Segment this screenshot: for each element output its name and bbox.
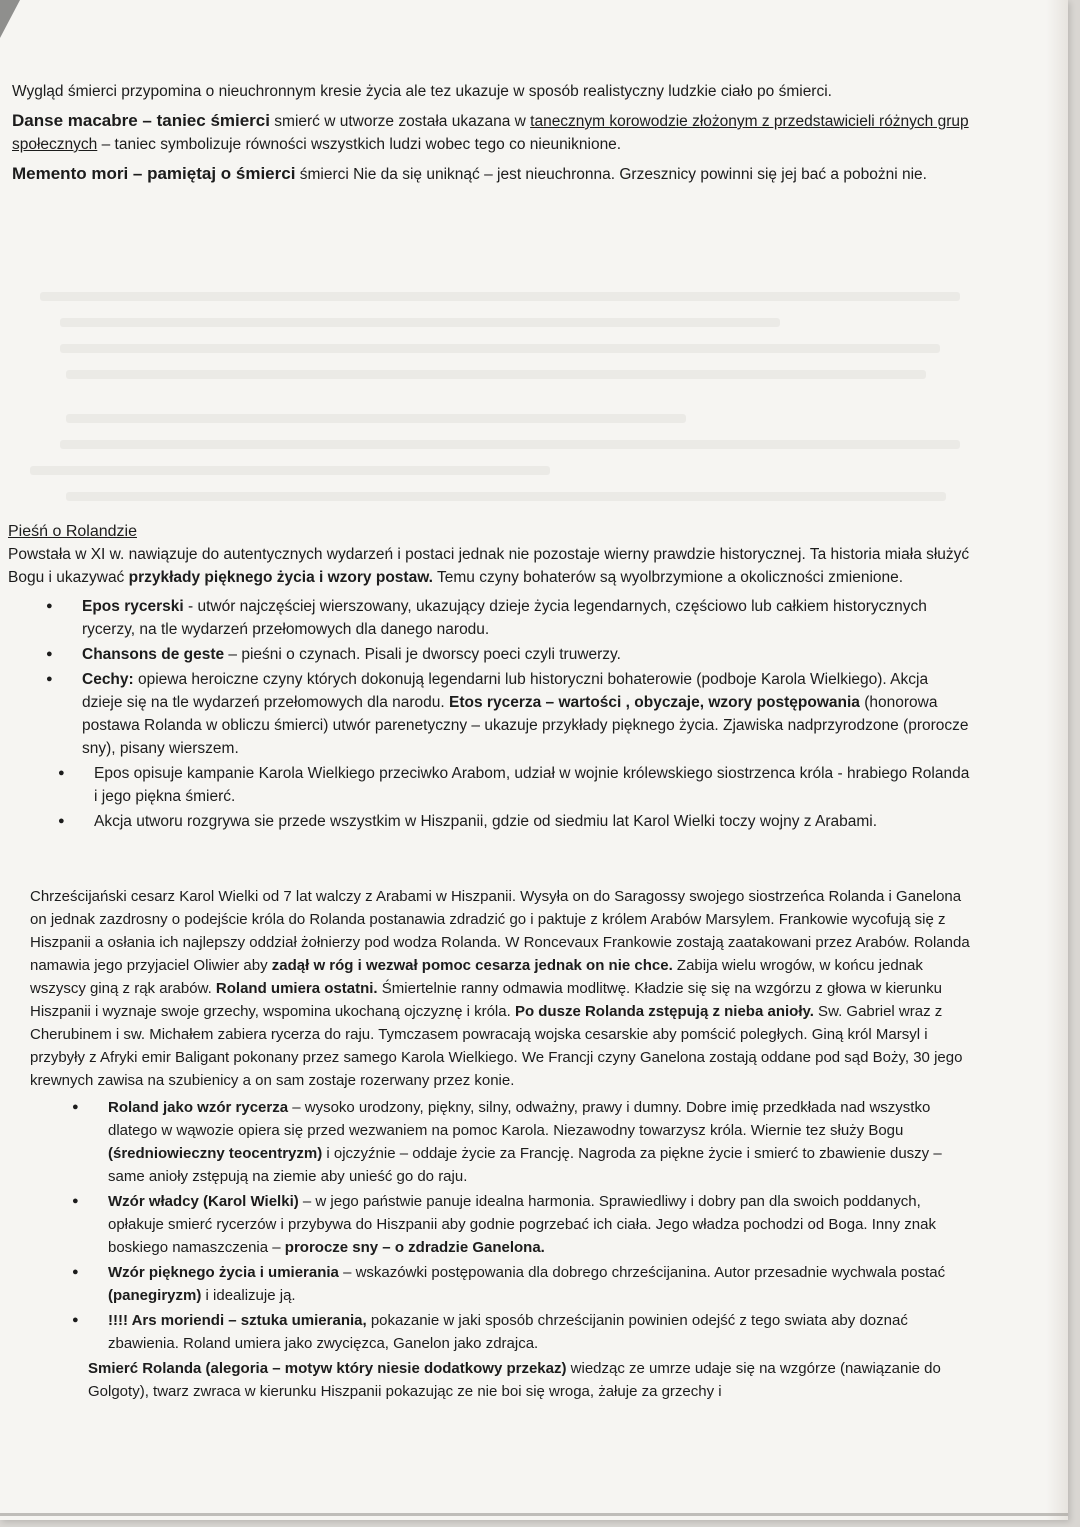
list-item <box>82 595 972 641</box>
item-term: Chansons de geste <box>82 646 225 663</box>
story-bold: zadął w róg i wezwał pomoc cesarza jednak on nie chce. <box>271 957 673 974</box>
bleed-through-line <box>66 492 946 501</box>
plot-list <box>8 762 974 833</box>
list-item <box>108 1096 980 1188</box>
list-item <box>108 1261 980 1307</box>
section-title: Pieśń o Rolandzie <box>8 523 137 540</box>
danse-underlined: tanecznym korowodzie złożonym z przedstawicieli różnych grup społecznych <box>12 113 969 153</box>
item-term2: Etos rycerza – wartości , obyczaje, wzory postępowania <box>449 694 860 711</box>
story-text: Chrześcijański cesarz Karol Wielki od 7 lat walczy z Arabami w Hiszpanii. Wysyła on do Saragossy swojego siostrzeńca Rolanda i Ganelona on jednak zazdrosny o podejście króla do Rolanda postanawia zdradzić go i paktuje z królem Arabów Marsylem. Frankowie wycofują się z Hiszpanii a osłania ich najlepszy oddział żołnierzy pod wodza Rolanda. W Roncevaux Frankowie zostają zaatakowani przez Arabów. Rolanda namawia jego przyjaciel Oliwier aby <box>30 888 970 974</box>
closing-paragraph <box>30 1357 980 1403</box>
item-term: Roland jako wzór rycerza <box>108 1099 289 1116</box>
bleed-through-line <box>60 318 780 327</box>
danse-term: Danse macabre – taniec śmierci <box>12 111 270 130</box>
bleed-through-line <box>30 466 550 475</box>
intro-text-c: Temu czyny bohaterów są wyolbrzymione a okoliczności zmienione. <box>432 569 904 586</box>
closing-bold: Smierć Rolanda (alegoria – motyw który niesie dodatkowy przekaz) <box>88 1360 567 1377</box>
bleed-through-line <box>66 370 926 379</box>
list-item <box>108 1309 980 1355</box>
list-item <box>108 1190 980 1259</box>
danse-text: smierć w utworze została ukazana w <box>269 113 531 130</box>
list-item: ● Akcja utworu rozgrywa sie przede wszystkim w Hiszpanii, gdzie od siedmiu lat Karol Wielki toczy wojny z Arabami. <box>94 810 974 833</box>
item-text: – wskazówki postępowania dla dobrego chrześcijanina. Autor przesadnie wychwala postać <box>338 1264 946 1281</box>
intro-block <box>12 80 992 192</box>
danse-macabre-paragraph <box>12 109 992 156</box>
item-text2: i idealizuje ją. <box>201 1287 296 1304</box>
item-text: – wysoko urodzony, piękny, silny, odważny, prawy i dumny. Dobre imię przedkłada nad wszystko dlatego w wąwozie opiera się przed wezwaniem na pomoc Karola. Niezawodny towarzysz króla. Wiernie tez służy Bogu <box>108 1099 931 1139</box>
item-text: pokazanie w jaki sposób chrześcijanin powinien odejść z tego swiata aby doznać zbawienia. Roland umiera jako zwycięzca, Ganelon jako zdrajca. <box>108 1312 908 1352</box>
story-bold: Po dusze Rolanda zstępują z nieba anioły. <box>514 1003 814 1020</box>
item-term: Wzór władcy (Karol Wielki) <box>108 1193 299 1210</box>
folded-corner <box>0 0 20 38</box>
item-text: – w jego państwie panuje idealna harmonia. Sprawiedliwy i dobry pan dla swoich poddanych, opłakuje smierć rycerzów i przybywa do Hiszpanii aby godnie pogrzebać ich ciała. Jego władza pochodzi od Boga. Inny znak boskiego namaszczenia – <box>108 1193 936 1256</box>
item-text2: i ojczyźnie – oddaje życie za Francję. Nagroda za piękne życie i smierć to zbawienie duszy – same anioły zstępują na ziemie aby unieść go do raju. <box>108 1145 942 1185</box>
memento-term: Memento mori – pamiętaj o śmierci <box>12 164 296 183</box>
item-text: - utwór najczęściej wierszowany, ukazujący dzieje życia legendarnych, częściowo lub całkiem historycznych rycerzy, na tle wydarzeń przełomowych dla danego narodu. <box>82 598 927 638</box>
page-edge <box>1046 0 1068 1520</box>
item-term2: (panegiryzm) <box>108 1287 202 1304</box>
story-text: Sw. Gabriel wraz z Cherubinem i sw. Michałem zabiera rycerza do raju. Tymczasem powracają wojska cesarskie aby pomścić poległych. Giną król Marsyl i przybyły z Afryki emir Baligant pokonany przez samego Karola Wielkiego. We Francji czyny Ganelona zostają oddane pod sąd Boży, 30 jego krewnych zawisa na szubienicy a on sam zostaje rozerwany przez konie. <box>30 1003 963 1089</box>
closing-text: wiedząc ze umrze udaje się na wzgórze (nawiązanie do Golgoty), twarz zwraca w kierunku Hiszpanii pokazując ze nie boi się wroga, żałuje za grzechy i <box>88 1360 941 1400</box>
story-paragraph <box>30 885 980 1092</box>
section-intro <box>8 543 983 589</box>
bleed-through-line <box>66 414 686 423</box>
item-term: Epos rycerski <box>82 598 184 615</box>
bleed-through-line <box>60 440 960 449</box>
page-bottom-edge <box>0 1513 1068 1516</box>
danse-text-end: – taniec symbolizuje równości wszystkich ludzi wobec tego co nieuniknione. <box>97 136 622 153</box>
item-term2: (średniowieczny teocentryzm) <box>108 1145 323 1162</box>
list-item: ● Epos opisuje kampanie Karola Wielkiego przeciwko Arabom, udział w wojnie królewskiego siostrzenca króla - hrabiego Rolanda i jego piękna śmierć. <box>94 762 974 808</box>
item-term2: prorocze sny – o zdradzie Ganelona. <box>284 1239 545 1256</box>
models-list <box>30 1096 980 1355</box>
intro-bold: przykłady pięknego życia i wzory postaw. <box>128 569 433 586</box>
memento-mori-paragraph <box>12 162 992 186</box>
story-block <box>30 885 980 1403</box>
list-item <box>82 643 972 666</box>
item-term: !!!! Ars moriendi – sztuka umierania, <box>108 1312 367 1329</box>
roland-section <box>8 520 983 835</box>
item-term: Wzór pięknego życia i umierania <box>108 1264 339 1281</box>
intro-text-a: Powstała w XI w. nawiązuje do autentycznych wydarzeń i postaci jednak nie pozostaje wierny prawdzie historycznej. Ta historia miała służyć Bogu i ukazywać <box>8 546 970 586</box>
story-text: Śmiertelnie ranny odmawia modlitwę. Kładzie się się na wzgórzu z głowa w kierunku Hiszpanii i wyznaje swoje grzechy, wspomina ukochaną ojczyznę i króla. <box>30 980 943 1020</box>
memento-text: śmierci Nie da się uniknąć – jest nieuchronna. Grzesznicy powinni się jej bać a pobożni nie. <box>295 166 927 183</box>
item-text2: (honorowa postawa Rolanda w obliczu śmierci) utwór parenetyczny – ukazuje przykłady pięknego życia. Zjawiska nadprzyrodzone (prorocze sny), pisany wierszem. <box>82 694 969 757</box>
bleed-through-line <box>40 292 960 301</box>
story-text: Zabija wielu wrogów, w końcu jednak wszyscy giną z rąk arabów. <box>30 957 923 997</box>
story-bold: Roland umiera ostatni. <box>215 980 378 997</box>
intro-line: Wygląd śmierci przypomina o nieuchronnym kresie życia ale tez ukazuje w sposób realistyczny ludzkie ciało po śmierci. <box>12 83 832 100</box>
list-item <box>82 668 972 760</box>
item-text: – pieśni o czynach. Pisali je dworscy poeci czyli truwerzy. <box>224 646 621 663</box>
bleed-through-line <box>60 344 940 353</box>
item-text: opiewa heroiczne czyny których dokonują legendarni lub historyczni bohaterowie (podboje Karola Wielkiego). Akcja dzieje się na tle wydarzeń przełomowych dla narodu. <box>82 671 929 711</box>
item-term: Cechy: <box>82 671 134 688</box>
features-list <box>8 595 972 760</box>
